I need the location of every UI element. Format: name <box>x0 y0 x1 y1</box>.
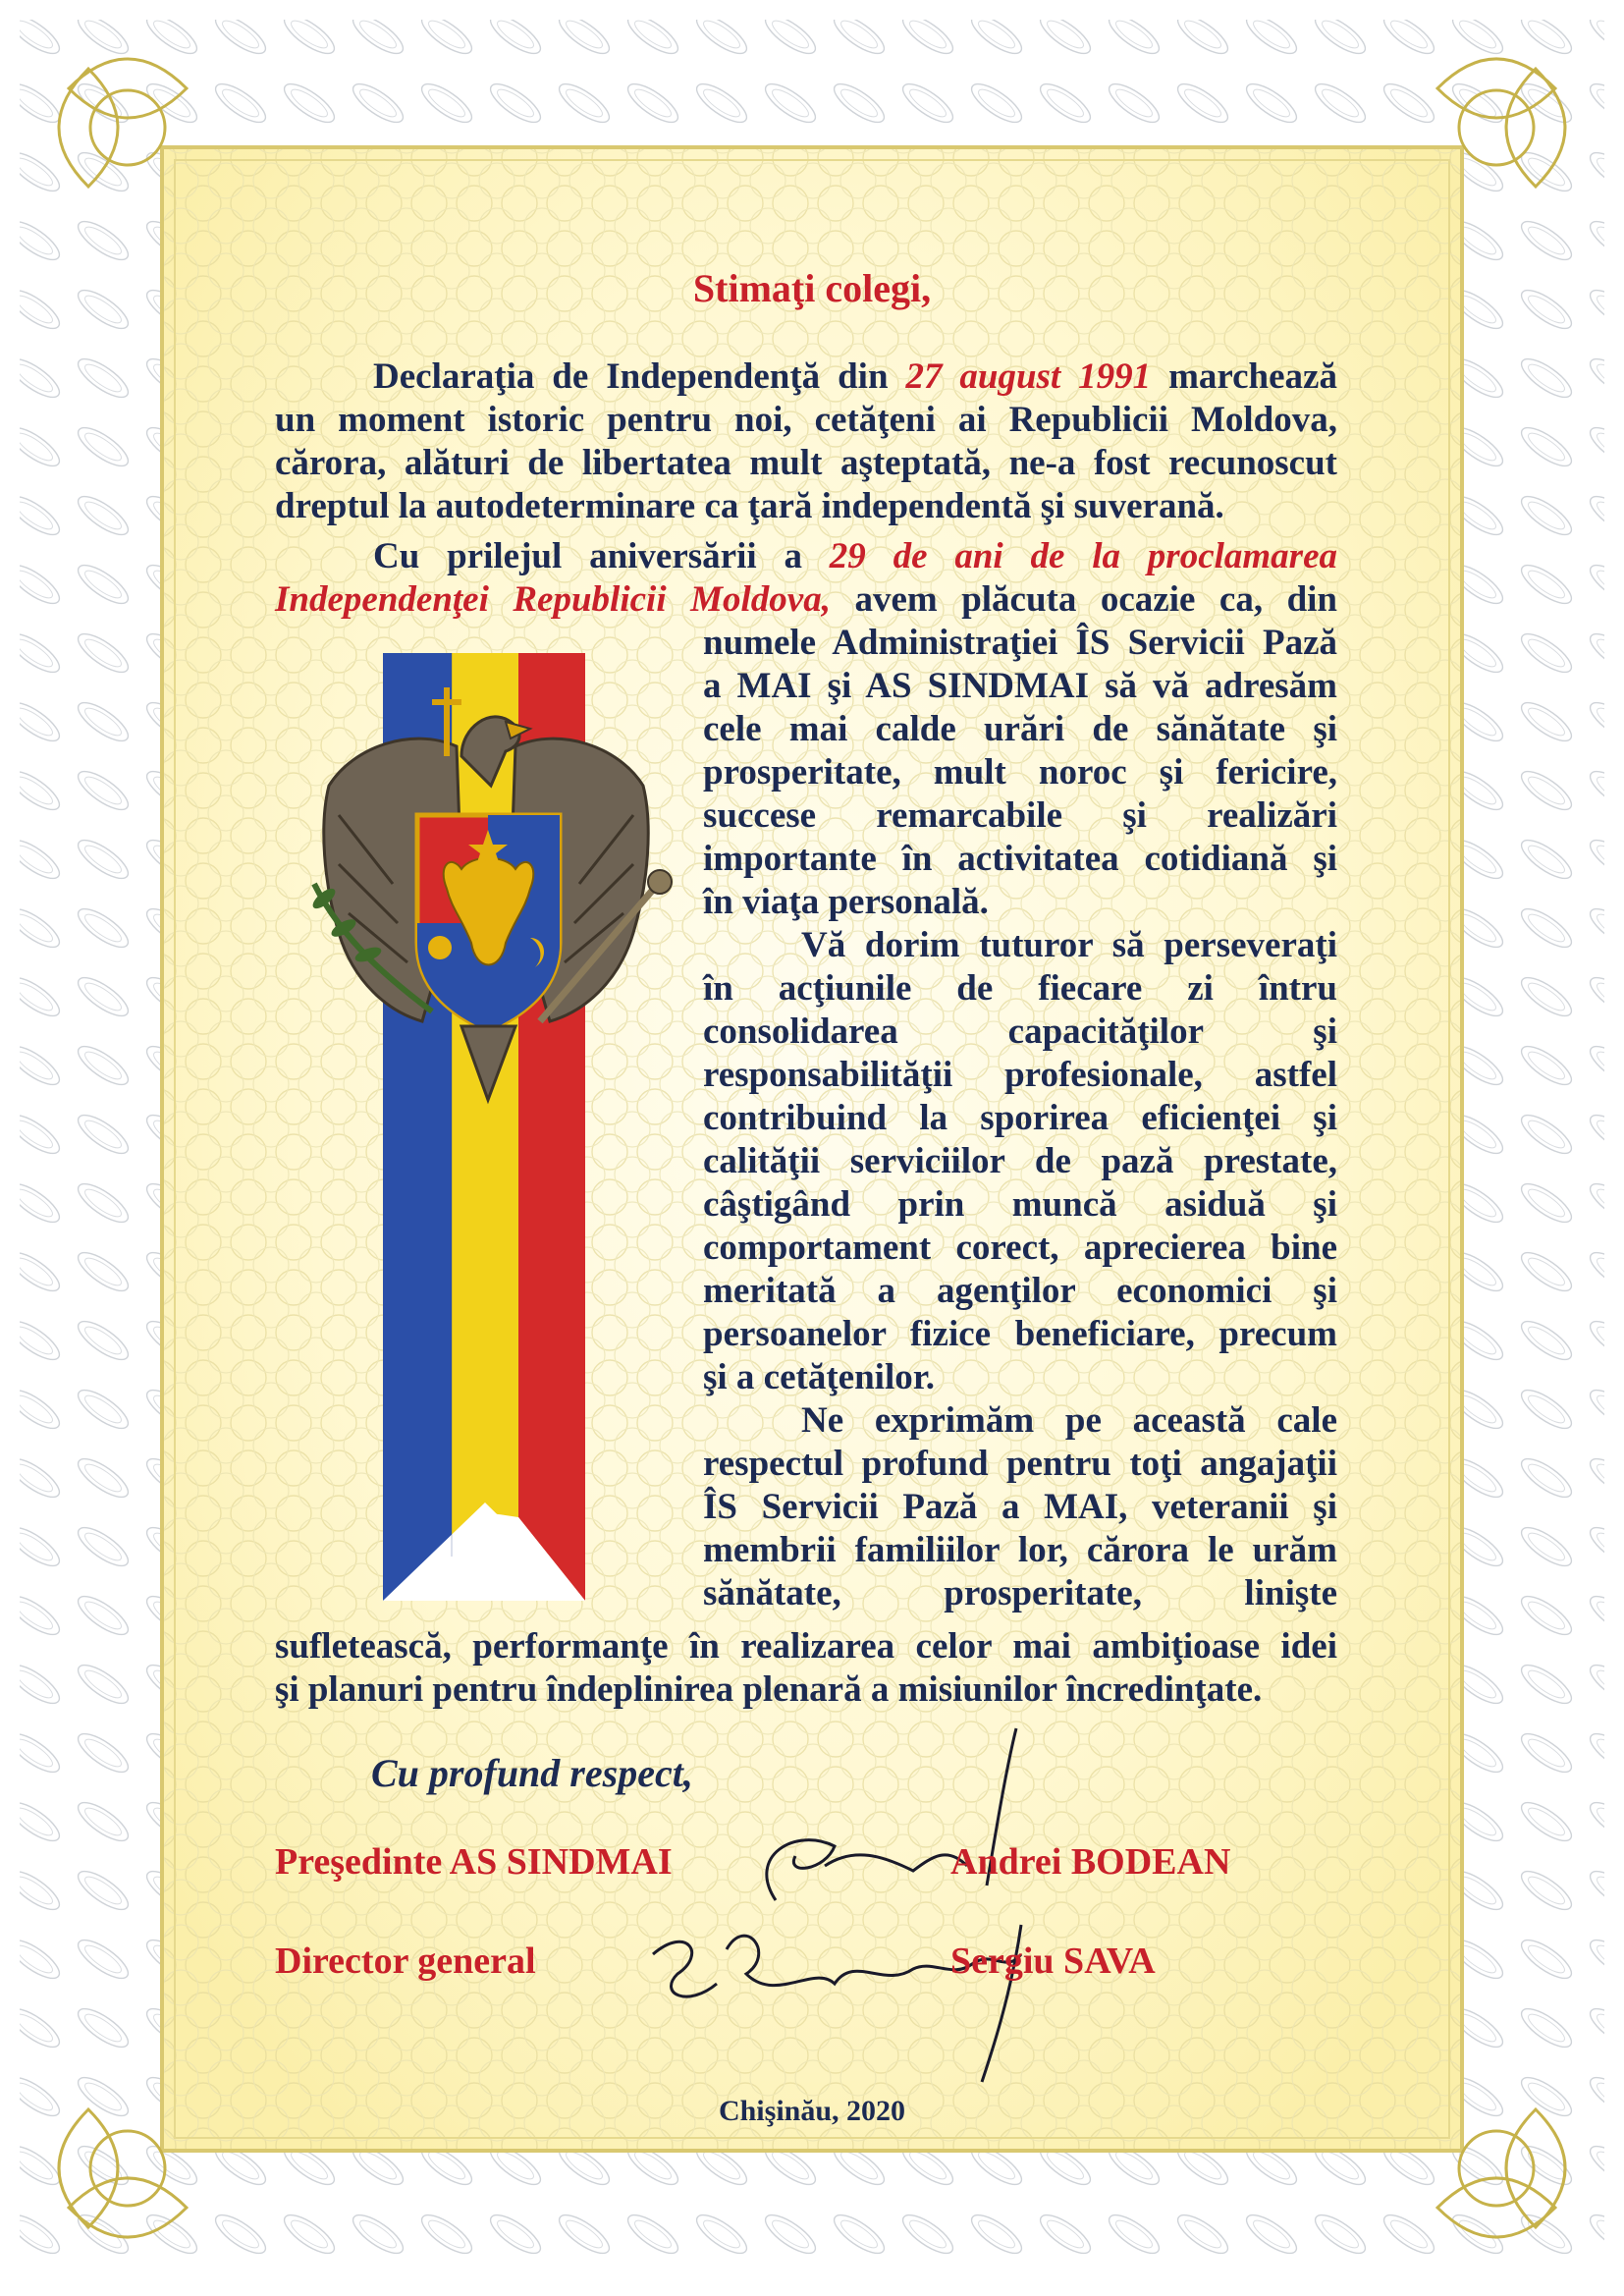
p2-col-line: în viaţa personală. <box>703 882 989 922</box>
p3-line: responsabilităţii profesionale, astfel <box>703 1055 1337 1095</box>
p3-line: Vă dorim tuturor să perseveraţi <box>801 925 1337 965</box>
p2-col-line: a MAI şi AS SINDMAI să vă adresăm <box>703 666 1337 706</box>
p3-line: consolidarea capacităţilor şi <box>703 1011 1337 1052</box>
p1-line-2: un moment istoric pentru noi, cetăţeni ai Republicii Moldova, <box>275 400 1337 440</box>
paragraph-2-top <box>275 535 1337 622</box>
signatory-1-name: Andrei BODEAN <box>950 1841 1231 1883</box>
greeting-heading: Stimaţi colegi, <box>692 266 932 310</box>
p1-line-1-a: Declaraţia de Independenţă din <box>373 356 906 397</box>
independence-text: Independenţei Republicii Moldova, <box>275 579 831 620</box>
paragraph-1 <box>275 355 1337 528</box>
paragraph-4-bottom <box>275 1625 1337 1712</box>
p1-line-4: dreptul la autodeterminare ca ţară independentă şi suverană. <box>275 486 1224 526</box>
p3-line: şi a cetăţenilor. <box>703 1357 936 1397</box>
p2-col-line: succese remarcabile şi realizări <box>703 795 1337 836</box>
p3-line: comportament corect, aprecierea bine <box>703 1228 1337 1268</box>
p4-line: respectul profund pentru toţi angajaţii <box>703 1444 1337 1484</box>
p2-col-line: numele Administraţiei ÎS Servicii Pază <box>703 623 1337 663</box>
p3-line: persoanelor fizice beneficiare, precum <box>703 1314 1337 1354</box>
signatory-2-title: Director general <box>275 1941 536 1982</box>
p3-line: câştigând prin muncă asiduă şi <box>703 1184 1337 1225</box>
anniversary-text: 29 de ani de la proclamarea <box>829 536 1338 576</box>
p2-line-2-b: avem plăcuta ocazie ca, din <box>830 579 1338 620</box>
p4-line: Ne exprimăm pe această cale <box>801 1400 1337 1441</box>
closing-phrase: Cu profund respect, <box>371 1751 693 1795</box>
p1-line-3: cărora, alături de libertatea mult aşteptată, ne-a fost recunoscut <box>275 443 1337 483</box>
independence-date: 27 august 1991 <box>905 356 1152 397</box>
signatory-2-name: Sergiu SAVA <box>950 1941 1156 1982</box>
p2-col-line: importante în activitatea cotidiană şi <box>703 839 1337 879</box>
place-date: Chişinău, 2020 <box>718 2095 906 2127</box>
p3-line: contribuind la sporirea eficienţei şi <box>703 1098 1337 1138</box>
p1-line-1-b: marchează <box>1151 356 1337 397</box>
p4-line: sănătate, prosperitate, linişte <box>703 1573 1337 1613</box>
p2-line-2 <box>275 578 1337 622</box>
p2-col-line: cele mai calde urări de sănătate şi <box>703 709 1337 749</box>
p4-line: ÎS Servicii Pază a MAI, veteranii şi <box>703 1487 1337 1527</box>
p4-bottom-line: şi planuri pentru îndeplinirea plenară a misiunilor încredinţate. <box>275 1669 1263 1710</box>
p2-line-1-a: Cu prilejul aniversării a <box>373 536 830 576</box>
right-column-text <box>703 622 1337 1615</box>
signatory-1-title: Preşedinte AS SINDMAI <box>275 1841 673 1883</box>
p4-bottom-line: sufletească, performanţe în realizarea celor mai ambiţioase idei <box>275 1626 1337 1667</box>
p2-col-line: prosperitate, mult noroc şi fericire, <box>703 752 1337 793</box>
p2-line-1 <box>275 535 1337 578</box>
p3-line: în acţiunile de fiecare zi întru <box>703 968 1337 1009</box>
p3-line: meritată a agenţilor economici şi <box>703 1271 1337 1311</box>
p4-line: membrii familiilor lor, cărora le urăm <box>703 1530 1337 1570</box>
p1-line-1 <box>275 355 1337 399</box>
p3-line: calităţii serviciilor de pază prestate, <box>703 1141 1337 1181</box>
